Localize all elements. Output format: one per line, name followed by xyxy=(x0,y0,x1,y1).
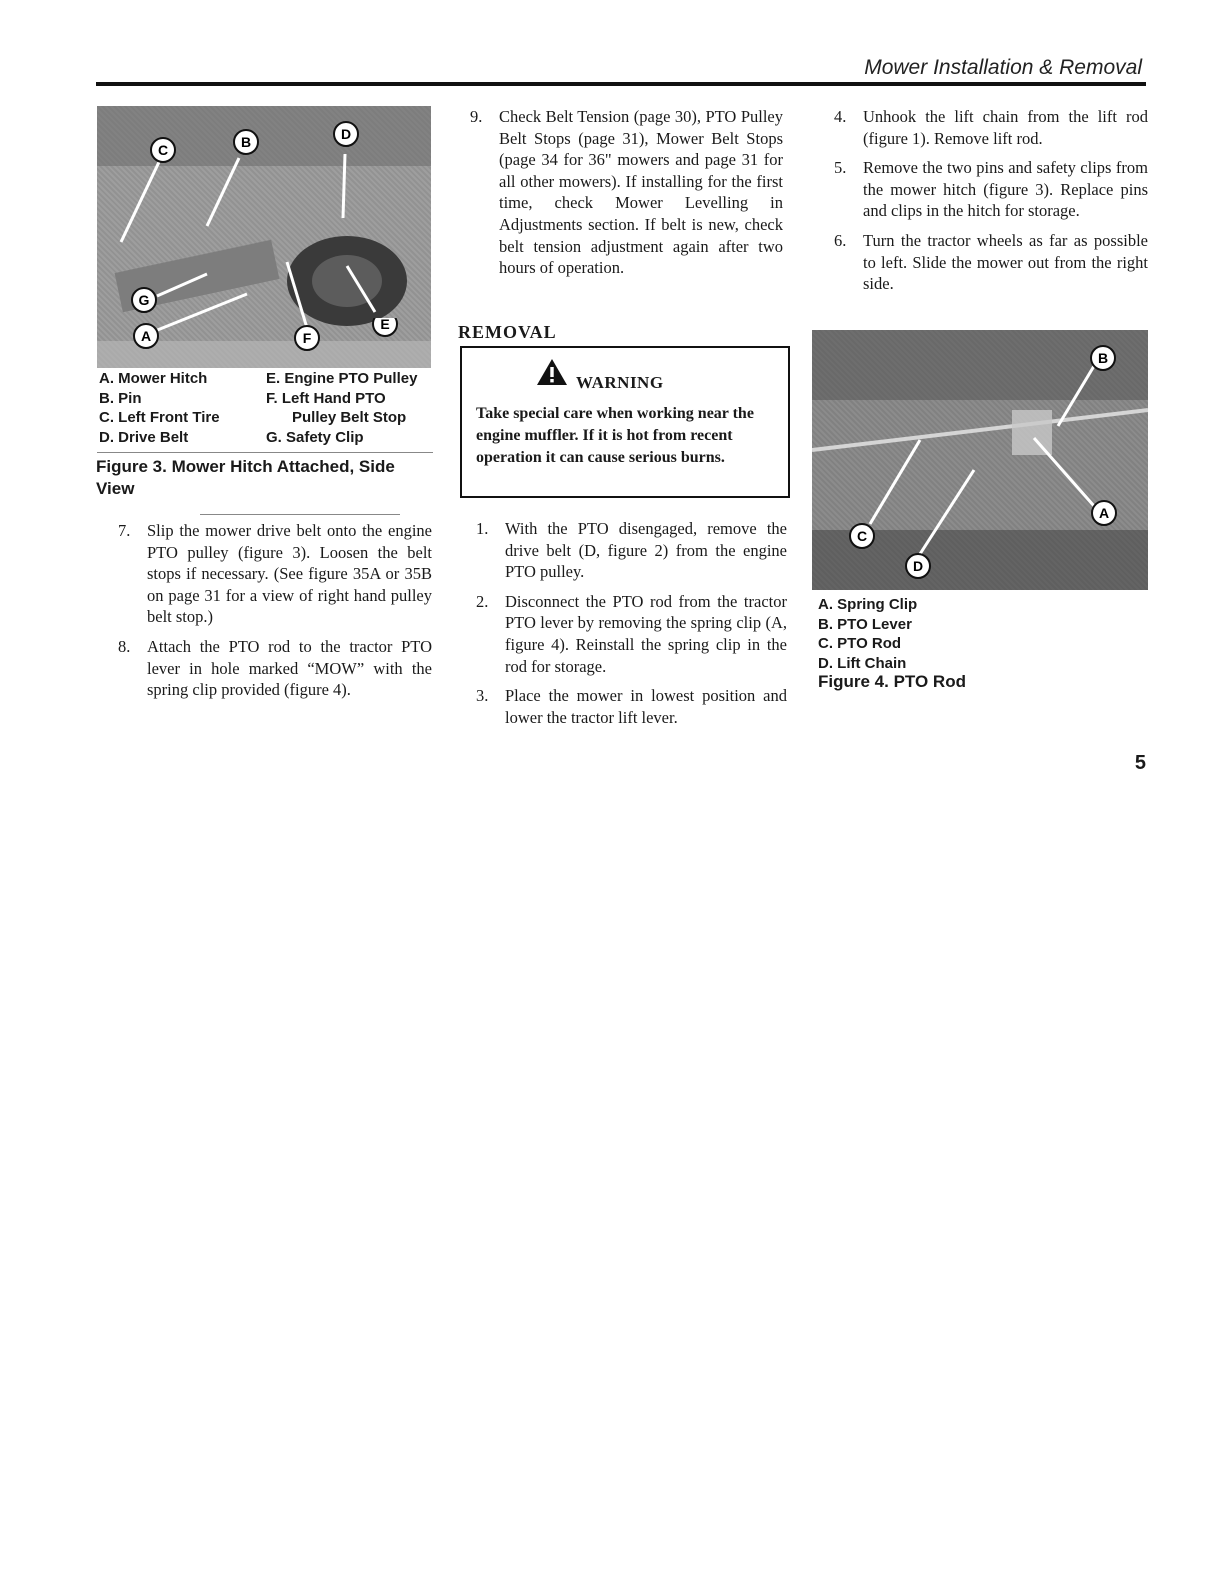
figure-4-illustration xyxy=(812,330,1148,590)
step-number: 8. xyxy=(118,636,131,656)
col2-steps-top xyxy=(470,106,783,287)
fig4-callout-b: B xyxy=(1097,350,1109,366)
step-number: 3. xyxy=(476,686,489,706)
removal-step-2 xyxy=(476,591,787,677)
step-number: 2. xyxy=(476,591,489,611)
step-9 xyxy=(470,106,783,279)
removal-step-1 xyxy=(476,518,787,583)
legend-item: A. Spring Clip xyxy=(818,596,918,613)
step-number: 4. xyxy=(834,107,847,126)
legend-item: A. Mower Hitch xyxy=(99,370,208,387)
step-text: Remove the two pins and safety clips from the mower hitch (figure 3). Replace pins and clips in the hitch for storage. xyxy=(863,158,1148,221)
figure-4-photo xyxy=(812,330,1148,590)
step-text: With the PTO disengaged, remove the drive belt (D, figure 2) from the engine PTO pulley. xyxy=(505,519,787,582)
warning-icon xyxy=(536,358,568,386)
step-text: Unhook the lift chain from the lift rod (figure 1). Remove lift rod. xyxy=(863,107,1148,148)
step-number: 9. xyxy=(470,107,483,126)
step-7 xyxy=(118,520,432,628)
fig3-callout-b: B xyxy=(240,134,252,150)
warning-box xyxy=(460,346,790,498)
step-text: Slip the mower drive belt onto the engine PTO pulley (figure 3). Loosen the belt stops if necessary. (See figure 35A or 35B on page 31 for a view of right hand pulley belt stop.) xyxy=(147,521,432,627)
legend-item: B. Pin xyxy=(99,389,142,407)
figure-4-caption: Figure 4. PTO Rod xyxy=(818,672,966,691)
step-8 xyxy=(118,636,432,701)
fig4-callout-a: A xyxy=(1098,505,1110,521)
removal-step-3 xyxy=(476,685,787,728)
legend-item: D. Lift Chain xyxy=(818,654,907,672)
fig4-callout-c: C xyxy=(856,528,868,544)
fig3-callout-e: E xyxy=(380,318,390,332)
figure-3-rule xyxy=(97,452,433,453)
step-text: Attach the PTO rod to the tractor PTO lever in hole marked “MOW” with the spring clip provided (figure 4). xyxy=(147,636,432,700)
step-number: 6. xyxy=(834,230,847,250)
fig4-callout-d: D xyxy=(912,558,924,574)
step-text: Turn the tractor wheels as far as possible to left. Slide the mower out from the right side. xyxy=(863,230,1148,294)
figure-3-legend-col2 xyxy=(266,369,417,447)
step-number: 1. xyxy=(476,519,489,538)
fig3-callout-f: F xyxy=(302,330,312,346)
page-header-title: Mower Installation & Removal xyxy=(864,56,1142,79)
removal-step-4 xyxy=(834,106,1148,149)
fig3-callout-a: A xyxy=(140,328,152,344)
col2-steps-bottom xyxy=(476,518,787,736)
step-number: 7. xyxy=(118,521,131,540)
step-text: Place the mower in lowest position and lower the tractor lift lever. xyxy=(505,686,787,727)
legend-item: Pulley Belt Stop xyxy=(292,409,407,426)
step-text: Disconnect the PTO rod from the tractor PTO lever by removing the spring clip (A, figure 4). Reinstall the spring clip in the rod for storage. xyxy=(505,591,787,676)
legend-item: B. PTO Lever xyxy=(818,615,912,633)
legend-item: C. Left Front Tire xyxy=(99,409,220,426)
header-rule xyxy=(96,82,1146,86)
figure-4-legend xyxy=(818,595,917,673)
removal-step-5 xyxy=(834,157,1148,222)
legend-item: E. Engine PTO Pulley xyxy=(266,370,418,387)
warning-text: Take special care when working near the engine muffler. If it is hot from recent operation it can cause serious burns. xyxy=(476,405,754,466)
col1-steps xyxy=(118,520,432,709)
step-text: Check Belt Tension (page 30), PTO Pulley Belt Stops (page 31), Mower Belt Stops (page 34 for 36" mowers and page 31 for all other mowers). If installing for the first time, check Mower Levelling in Adjustments section. If belt is new, check belt tension adjustment again after two hours of operation. xyxy=(499,107,783,278)
figure-3-lower-callouts xyxy=(290,318,400,358)
legend-item: C. PTO Rod xyxy=(818,635,902,652)
figure-3-caption: Figure 3. Mower Hitch Attached, Side View xyxy=(96,457,395,498)
col3-steps xyxy=(834,106,1148,303)
removal-heading: REMOVAL xyxy=(458,322,557,342)
warning-title: WARNING xyxy=(576,373,664,392)
step-number: 5. xyxy=(834,158,847,178)
removal-step-6 xyxy=(834,230,1148,295)
fig3-callout-g: G xyxy=(138,292,150,308)
fig3-callout-c: C xyxy=(157,142,169,158)
figure-3-legend-col1 xyxy=(99,369,220,447)
page-number: 5 xyxy=(1134,752,1146,774)
legend-item: D. Drive Belt xyxy=(99,428,189,446)
col1-rule xyxy=(200,514,400,515)
legend-item: F. Left Hand PTO xyxy=(266,389,386,407)
legend-item: G. Safety Clip xyxy=(266,428,364,446)
fig3-callout-d: D xyxy=(340,126,352,142)
